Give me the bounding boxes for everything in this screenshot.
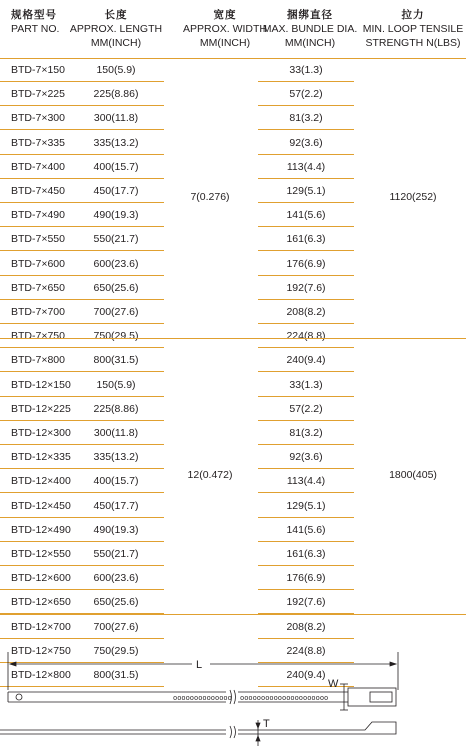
part-no-cell: BTD-7×150 <box>11 64 65 76</box>
part-no-cell: BTD-7×650 <box>11 281 65 294</box>
bundle-dia-cell: 129(5.1) <box>286 185 326 197</box>
bundle-dia-cell: 240(9.4) <box>286 354 326 367</box>
dim-L-arrow-right <box>390 662 396 666</box>
table-row <box>0 566 466 590</box>
table-row <box>0 445 466 469</box>
part-no-cell: BTD-7×700 <box>11 306 65 318</box>
length-cell: 300(11.8) <box>93 427 139 439</box>
bundle-dia-cell: 92(3.6) <box>289 136 323 149</box>
header-tensile-zh: 拉力 <box>401 9 425 21</box>
header-tensile <box>360 8 466 50</box>
length-cell: 800(31.5) <box>93 669 139 681</box>
tensile-7-cell: 1120(252) <box>389 191 437 203</box>
length-cell: 700(27.6) <box>93 306 139 318</box>
dim-L-arrow-left <box>10 662 16 666</box>
bundle-dia-cell: 129(5.1) <box>286 499 326 512</box>
length-cell: 650(25.6) <box>93 596 139 609</box>
dim-W-label: W <box>328 678 339 690</box>
side-break-marks <box>230 726 236 738</box>
part-no-cell: BTD-12×490 <box>11 523 71 536</box>
header-part-en: PART NO. <box>11 23 60 35</box>
table-row <box>0 58 466 82</box>
bundle-dia-cell: 113(4.4) <box>286 160 326 173</box>
part-no-cell: BTD-12×300 <box>11 427 71 439</box>
header-length-unit: MM(INCH) <box>90 37 142 49</box>
length-cell: 150(5.9) <box>96 378 136 391</box>
bundle-dia-cell: 240(9.4) <box>286 669 326 681</box>
length-cell: 450(17.7) <box>93 185 139 197</box>
length-cell: 400(15.7) <box>93 475 139 488</box>
bundle-dia-cell: 176(6.9) <box>286 257 326 270</box>
strap-hole <box>16 694 22 700</box>
length-cell: 335(13.2) <box>93 451 139 464</box>
group-separator-7 <box>0 338 466 339</box>
table-row <box>0 348 466 372</box>
header-length-zh: 长度 <box>104 9 128 21</box>
group-separator-12 <box>0 614 466 615</box>
part-no-cell: BTD-12×600 <box>11 572 71 585</box>
header-width-unit: MM(INCH) <box>199 37 251 49</box>
bundle-dia-cell: 57(2.2) <box>289 88 323 101</box>
part-no-cell: BTD-12×150 <box>11 378 71 391</box>
table-row <box>0 373 466 397</box>
header-part-zh: 规格型号 <box>11 9 57 21</box>
part-no-cell: BTD-12×750 <box>11 644 71 657</box>
part-no-cell: BTD-7×490 <box>11 209 65 222</box>
width-12-cell: 12(0.472) <box>187 469 233 481</box>
table-row <box>0 276 466 300</box>
bundle-dia-cell: 92(3.6) <box>289 451 323 464</box>
buckle-window <box>370 692 392 702</box>
length-cell: 600(23.6) <box>93 257 139 270</box>
length-cell: 335(13.2) <box>93 136 139 149</box>
length-cell: 800(31.5) <box>93 354 139 367</box>
dim-T-label: T <box>263 718 270 730</box>
table-row <box>0 300 466 324</box>
table-row <box>0 324 466 348</box>
bundle-dia-cell: 208(8.2) <box>286 306 326 318</box>
length-cell: 490(19.3) <box>93 209 139 222</box>
length-cell: 225(8.86) <box>93 88 139 101</box>
cable-tie-drawing <box>0 650 466 747</box>
part-no-cell: BTD-12×225 <box>11 402 71 415</box>
table-row <box>0 82 466 106</box>
dim-L-label: L <box>196 659 203 671</box>
length-cell: 600(23.6) <box>93 572 139 585</box>
part-no-cell: BTD-12×335 <box>11 451 71 464</box>
bundle-dia-cell: 224(8.8) <box>286 644 326 657</box>
table-row <box>0 421 466 445</box>
part-no-cell: BTD-7×550 <box>11 233 65 246</box>
table-row <box>0 155 466 179</box>
part-no-cell: BTD-7×335 <box>11 136 65 149</box>
table-row <box>0 397 466 421</box>
part-no-cell: BTD-7×300 <box>11 112 65 125</box>
table-row <box>0 203 466 227</box>
table-row <box>0 494 466 518</box>
part-no-cell: BTD-7×600 <box>11 257 65 270</box>
table-row <box>0 542 466 566</box>
header-width-en: APPROX. WIDTH <box>182 23 267 35</box>
length-cell: 150(5.9) <box>96 64 136 76</box>
dim-T-arrow-bottom <box>256 736 260 741</box>
header-part-no <box>11 8 59 36</box>
part-no-cell: BTD-12×650 <box>11 596 71 609</box>
part-no-cell: BTD-7×800 <box>11 354 65 367</box>
bundle-dia-cell: 176(6.9) <box>286 572 326 585</box>
table-row <box>0 518 466 542</box>
length-cell: 700(27.6) <box>93 620 139 633</box>
length-cell: 750(29.5) <box>93 644 139 657</box>
bundle-dia-cell: 57(2.2) <box>289 402 323 415</box>
bundle-dia-cell: 81(3.2) <box>289 112 323 125</box>
bundle-dia-cell: 33(1.3) <box>289 64 323 76</box>
table-row <box>0 615 466 639</box>
part-no-cell: BTD-12×400 <box>11 475 71 488</box>
length-cell: 550(21.7) <box>93 233 139 246</box>
header-dia-zh: 捆绑直径 <box>287 9 333 21</box>
part-no-cell: BTD-12×800 <box>11 669 71 681</box>
header-bundle-dia <box>258 8 362 50</box>
table-row <box>0 131 466 155</box>
width-7-cell: 7(0.276) <box>190 191 230 203</box>
tensile-12-cell: 1800(405) <box>389 469 437 481</box>
part-no-cell: BTD-7×225 <box>11 88 65 101</box>
part-no-cell: BTD-12×700 <box>11 620 71 633</box>
header-tensile-en: MIN. LOOP TENSILE <box>362 23 464 35</box>
length-cell: 550(21.7) <box>93 548 139 560</box>
dim-T-arrow-top <box>256 723 260 728</box>
length-cell: 650(25.6) <box>93 281 139 294</box>
side-view-left <box>0 730 226 734</box>
header-tensile-unit: STRENGTH N(LBS) <box>365 37 461 49</box>
bundle-dia-cell: 113(4.4) <box>286 475 326 488</box>
strap-ball-pattern-left: oooooooooooooo <box>173 695 232 703</box>
bundle-dia-cell: 141(5.6) <box>286 209 326 222</box>
bundle-dia-cell: 192(7.6) <box>286 281 326 294</box>
bundle-dia-cell: 192(7.6) <box>286 596 326 609</box>
part-no-cell: BTD-7×750 <box>11 330 65 343</box>
bundle-dia-cell: 161(6.3) <box>286 548 326 560</box>
bundle-dia-cell: 141(5.6) <box>286 523 326 536</box>
header-width-zh: 宽度 <box>213 9 237 21</box>
header-dia-unit: MM(INCH) <box>284 37 336 49</box>
bundle-dia-cell: 208(8.2) <box>286 620 326 633</box>
header-length <box>68 8 164 50</box>
part-no-cell: BTD-7×400 <box>11 160 65 173</box>
header-dia-en: MAX. BUNDLE DIA. <box>262 23 358 35</box>
part-no-cell: BTD-7×450 <box>11 185 65 197</box>
length-cell: 750(29.5) <box>93 330 139 343</box>
length-cell: 450(17.7) <box>93 499 139 512</box>
table-row <box>0 227 466 251</box>
table-row <box>0 106 466 130</box>
strap-buckle <box>348 688 396 706</box>
header-length-en: APPROX. LENGTH <box>69 23 163 35</box>
bundle-dia-cell: 33(1.3) <box>289 378 323 391</box>
length-cell: 490(19.3) <box>93 523 139 536</box>
bundle-dia-cell: 224(8.8) <box>286 330 326 343</box>
strap-ball-pattern-right: ooooooooooooooooooooo <box>240 695 329 703</box>
bundle-dia-cell: 81(3.2) <box>289 427 323 439</box>
length-cell: 300(11.8) <box>93 112 139 125</box>
side-view-right <box>238 722 396 734</box>
bundle-dia-cell: 161(6.3) <box>286 233 326 246</box>
part-no-cell: BTD-12×550 <box>11 548 71 560</box>
length-cell: 225(8.86) <box>93 402 139 415</box>
length-cell: 400(15.7) <box>93 160 139 173</box>
part-no-cell: BTD-12×450 <box>11 499 71 512</box>
table-row <box>0 590 466 614</box>
table-row <box>0 252 466 276</box>
